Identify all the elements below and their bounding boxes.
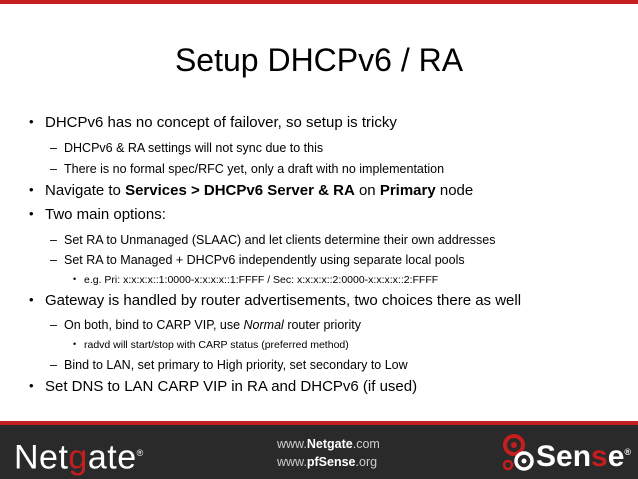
bullet-text: On both, bind to CARP VIP, use bbox=[64, 318, 241, 332]
bullet-failover bbox=[29, 114, 397, 131]
dash-marker: – bbox=[50, 318, 57, 332]
node-name: Primary bbox=[379, 182, 436, 199]
bullet-navigate bbox=[29, 182, 474, 199]
bullet-text: node bbox=[439, 182, 474, 199]
bullet-text: router priority bbox=[287, 318, 361, 332]
bullet-text: Set RA to Unmanaged (SLAAC) and let clients determine their own addresses bbox=[64, 233, 496, 247]
bullet-marker: • bbox=[29, 114, 34, 129]
bullet-marker: • bbox=[29, 292, 34, 307]
bullet-gateway bbox=[29, 292, 522, 309]
url-text: www. bbox=[277, 437, 307, 451]
bullet-text: Set RA to Managed + DHCPv6 independently using separate local pools bbox=[64, 253, 465, 267]
bullet-marker: • bbox=[29, 206, 34, 221]
footer-bar bbox=[0, 421, 638, 479]
bullet-text: Two main options: bbox=[45, 206, 166, 223]
logo-text: g bbox=[68, 438, 88, 477]
pfsense-logo bbox=[536, 433, 631, 476]
bullet-text: Gateway is handled by router advertisements, two choices there as well bbox=[45, 292, 522, 309]
bullet-text: Set DNS to LAN CARP VIP in RA and DHCPv6 (if used) bbox=[45, 378, 418, 395]
logo-text: Sen bbox=[536, 440, 592, 473]
bullet-text: radvd will start/stop with CARP status (preferred method) bbox=[84, 339, 349, 351]
url-text: .com bbox=[352, 437, 380, 451]
trademark: ® bbox=[136, 448, 144, 458]
dash-marker: – bbox=[50, 253, 57, 267]
bullet-text: e.g. Pri: x:x:x:x::1:0000-x:x:x:x::1:FFFF / Sec: x:x:x:x::2:0000-x:x:x:x::2:FFFF bbox=[84, 274, 439, 286]
dash-marker: – bbox=[50, 162, 57, 176]
menu-path: Services > DHCPv6 Server & RA bbox=[125, 182, 355, 199]
dash-marker: – bbox=[50, 358, 57, 372]
url-text: .org bbox=[355, 455, 378, 469]
logo-text: ate bbox=[87, 438, 137, 477]
sub-sub-bullet-example bbox=[73, 274, 439, 286]
sub-bullet-unmanaged bbox=[50, 233, 496, 247]
trademark: ® bbox=[624, 447, 632, 457]
bullet-marker: • bbox=[73, 339, 77, 349]
logo-text: s bbox=[591, 440, 608, 473]
priority-value: Normal bbox=[243, 318, 284, 332]
sub-sub-bullet-radvd bbox=[73, 339, 349, 351]
slide-title: Setup DHCPv6 / RA bbox=[174, 42, 464, 78]
pfsense-url[interactable] bbox=[277, 453, 380, 471]
bullet-options bbox=[29, 206, 166, 223]
bullet-text: on bbox=[358, 182, 376, 199]
url-text: www. bbox=[277, 455, 307, 469]
url-text: Netgate bbox=[306, 437, 353, 451]
netgate-url[interactable] bbox=[277, 435, 380, 453]
logo-text: Net bbox=[14, 438, 69, 477]
bullet-text: DHCPv6 & RA settings will not sync due to this bbox=[64, 141, 324, 155]
sub-bullet-managed bbox=[50, 253, 465, 267]
url-text: pfSense bbox=[306, 455, 356, 469]
bullet-marker: • bbox=[73, 274, 77, 284]
netgate-logo bbox=[14, 434, 144, 476]
logo-text: e bbox=[607, 440, 625, 473]
bullet-marker: • bbox=[29, 378, 34, 393]
footer-urls bbox=[277, 435, 380, 471]
pfsense-gear-logo-icon bbox=[500, 431, 540, 475]
bullet-marker: • bbox=[29, 182, 34, 197]
dash-marker: – bbox=[50, 233, 57, 247]
bullet-text: There is no formal spec/RFC yet, only a draft with no implementation bbox=[64, 162, 445, 176]
bullet-text: Navigate to bbox=[45, 182, 121, 199]
bullet-text: Bind to LAN, set primary to High priority, set secondary to Low bbox=[64, 358, 408, 372]
bullet-text: DHCPv6 has no concept of failover, so setup is tricky bbox=[45, 114, 397, 131]
sub-bullet-sync bbox=[50, 141, 324, 155]
sub-bullet-carp-vip bbox=[50, 318, 361, 332]
sub-bullet-bind-lan bbox=[50, 358, 408, 372]
bullet-dns bbox=[29, 378, 418, 395]
sub-bullet-spec bbox=[50, 162, 445, 176]
dash-marker: – bbox=[50, 141, 57, 155]
